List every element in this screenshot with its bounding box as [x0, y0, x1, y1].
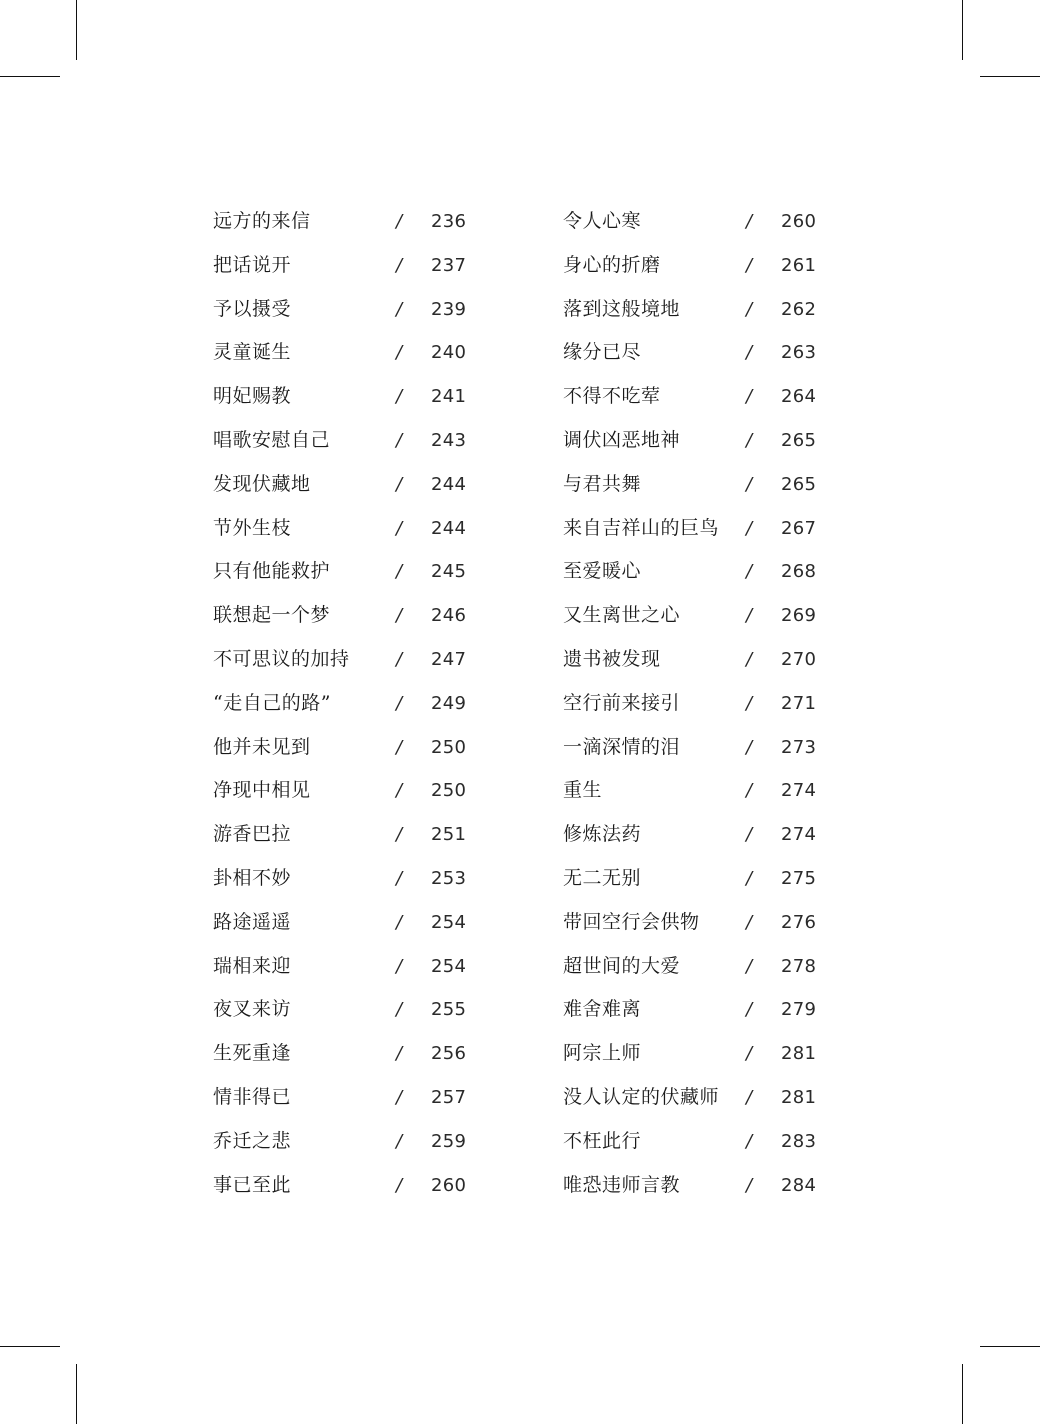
toc-entry-title: 情非得已: [213, 1085, 292, 1108]
toc-entry-page-number: 251: [431, 824, 467, 846]
toc-entry-separator: /: [396, 386, 403, 408]
toc-entry[interactable]: [563, 594, 823, 638]
toc-entry-page-number: 260: [781, 211, 817, 232]
toc-entry-title: 灵童诞生: [213, 341, 292, 364]
toc-entry-page-number: 244: [431, 517, 467, 539]
toc-entry-separator: /: [746, 605, 753, 627]
toc-entry-title: 缘分已尽: [563, 341, 642, 364]
toc-entry-separator: /: [396, 1086, 403, 1108]
toc-entry-page-number: 263: [781, 342, 817, 364]
toc-entry-separator: /: [396, 999, 403, 1021]
toc-entry-page-number: 245: [431, 561, 467, 583]
toc-entry-separator: /: [746, 692, 753, 714]
toc-entry-title: 不枉此行: [563, 1129, 642, 1152]
toc-entry[interactable]: [563, 375, 823, 419]
toc-entry-page-number: 249: [431, 692, 467, 714]
toc-entry-separator: /: [746, 1174, 753, 1196]
toc-entry-title: 空行前来接引: [563, 691, 681, 714]
toc-entry-title: 夜叉来访: [213, 998, 292, 1021]
toc-entry[interactable]: [563, 857, 823, 901]
toc-entry-title: 来自吉祥山的巨鸟: [563, 516, 720, 539]
toc-entry-title: 与君共舞: [563, 472, 642, 495]
toc-entry-separator: /: [396, 342, 403, 364]
toc-entry-separator: /: [746, 867, 753, 889]
toc-entry[interactable]: [213, 682, 473, 726]
toc-entry-page-number: 268: [781, 561, 817, 583]
toc-entry-page-number: 265: [781, 429, 817, 451]
crop-mark-bottom-right-horizontal: [980, 1346, 1040, 1347]
toc-entry-page-number: 265: [781, 473, 817, 495]
crop-mark-top-right-vertical: [962, 0, 963, 60]
toc-entry-title: 没人认定的伏藏师: [563, 1085, 720, 1108]
toc-entry-title: “走自己的路”: [213, 691, 331, 714]
toc-entry[interactable]: [213, 507, 473, 551]
toc-entry-page-number: 261: [781, 254, 817, 276]
toc-entry-title: 不得不吃荤: [563, 385, 661, 408]
toc-entry-title: 节外生枝: [213, 516, 292, 539]
toc-entry[interactable]: [563, 463, 823, 507]
toc-entry-title: 难舍难离: [563, 998, 642, 1021]
toc-entry[interactable]: [213, 945, 473, 989]
toc-entry-title: 联想起一个梦: [213, 604, 331, 627]
toc-entry[interactable]: [213, 594, 473, 638]
toc-entry-title: 调伏凶恶地神: [563, 428, 681, 451]
toc-entry-page-number: 243: [431, 429, 467, 451]
toc-entry-page-number: 270: [781, 648, 817, 670]
toc-entry[interactable]: [563, 244, 823, 288]
toc-entry[interactable]: [563, 813, 823, 857]
toc-entry-separator: /: [746, 211, 753, 232]
toc-entry-separator: /: [396, 517, 403, 539]
toc-entry-separator: /: [396, 692, 403, 714]
toc-entry-page-number: 241: [431, 386, 467, 408]
crop-mark-top-right-horizontal: [980, 76, 1040, 77]
toc-entry-page-number: 281: [781, 1043, 817, 1065]
toc-entry[interactable]: [563, 945, 823, 989]
toc-entry-separator: /: [396, 648, 403, 670]
toc-entry-separator: /: [396, 955, 403, 977]
toc-entry-page-number: 250: [431, 780, 467, 802]
toc-entry[interactable]: [213, 638, 473, 682]
toc-entry[interactable]: [563, 901, 823, 945]
toc-entry-page-number: 275: [781, 867, 817, 889]
crop-mark-bottom-left-vertical: [76, 1364, 77, 1424]
toc-entry-title: 唯恐违师言教: [563, 1173, 681, 1196]
toc-entry-page-number: 284: [781, 1174, 817, 1196]
toc-entry-page-number: 267: [781, 517, 817, 539]
toc-entry-separator: /: [396, 911, 403, 933]
toc-entry-page-number: 274: [781, 824, 817, 846]
toc-entry-title: 又生离世之心: [563, 604, 681, 627]
toc-entry-separator: /: [746, 473, 753, 495]
toc-entry-separator: /: [746, 955, 753, 977]
toc-entry-title: 卦相不妙: [213, 866, 292, 889]
toc-entry-title: 游香巴拉: [213, 823, 292, 846]
toc-entry-separator: /: [746, 1043, 753, 1065]
toc-entry[interactable]: [563, 1032, 823, 1076]
toc-left-column: [213, 200, 473, 1207]
toc-entry[interactable]: [213, 375, 473, 419]
toc-entry-page-number: 274: [781, 780, 817, 802]
toc-entry-page-number: 271: [781, 692, 817, 714]
toc-entry-title: 无二无别: [563, 866, 642, 889]
toc-entry[interactable]: [563, 988, 823, 1032]
toc-entry[interactable]: [563, 200, 823, 244]
toc-entry-page-number: 250: [431, 736, 467, 758]
toc-entry-title: 超世间的大爱: [563, 954, 681, 977]
toc-entry-title: 不可思议的加持: [213, 647, 350, 670]
toc-entry[interactable]: [213, 331, 473, 375]
toc-entry[interactable]: [213, 550, 473, 594]
toc-entry[interactable]: [563, 1120, 823, 1164]
toc-entry[interactable]: [213, 1076, 473, 1120]
toc-entry-title: 修炼法药: [563, 823, 642, 846]
toc-entry-title: 只有他能救护: [213, 560, 331, 583]
toc-entry[interactable]: [213, 901, 473, 945]
toc-entry[interactable]: [213, 200, 473, 244]
toc-entry-separator: /: [746, 298, 753, 320]
toc-entry-page-number: 236: [431, 211, 467, 232]
crop-mark-bottom-right-vertical: [962, 1364, 963, 1424]
toc-entry-page-number: 273: [781, 736, 817, 758]
toc-entry-title: 一滴深情的泪: [563, 735, 681, 758]
toc-entry-page-number: 276: [781, 911, 817, 933]
toc-entry-title: 令人心寒: [563, 210, 642, 232]
toc-entry-page-number: 278: [781, 955, 817, 977]
toc-entry-separator: /: [746, 999, 753, 1021]
toc-entry-separator: /: [746, 1086, 753, 1108]
toc-entry-page-number: 259: [431, 1130, 467, 1152]
toc-entry-title: 乔迁之悲: [213, 1129, 292, 1152]
toc-entry-title: 事已至此: [213, 1173, 292, 1196]
toc-entry-title: 他并未见到: [213, 735, 311, 758]
toc-entry[interactable]: [213, 244, 473, 288]
toc-entry[interactable]: [563, 331, 823, 375]
toc-entry-separator: /: [746, 911, 753, 933]
toc-entry-page-number: 254: [431, 911, 467, 933]
toc-entry-title: 阿宗上师: [563, 1042, 642, 1065]
toc-entry[interactable]: [213, 988, 473, 1032]
toc-entry-separator: /: [396, 254, 403, 276]
toc-entry[interactable]: [213, 813, 473, 857]
toc-entry[interactable]: [213, 1164, 473, 1208]
toc-entry-title: 遗书被发现: [563, 647, 661, 670]
toc-entry-title: 生死重逢: [213, 1042, 292, 1065]
toc-entry-page-number: 279: [781, 999, 817, 1021]
toc-entry-page-number: 239: [431, 298, 467, 320]
toc-entry-separator: /: [746, 386, 753, 408]
toc-entry-page-number: 269: [781, 605, 817, 627]
toc-right-column: [563, 200, 823, 1207]
toc-entry-separator: /: [746, 824, 753, 846]
toc-entry[interactable]: [213, 463, 473, 507]
toc-entry-title: 至爱暖心: [563, 560, 642, 583]
toc-entry-title: 带回空行会供物: [563, 910, 700, 933]
toc-entry-title: 唱歌安慰自己: [213, 428, 331, 451]
toc-entry-page-number: 256: [431, 1043, 467, 1065]
toc-entry-page-number: 237: [431, 254, 467, 276]
toc-entry[interactable]: [213, 857, 473, 901]
toc-entry[interactable]: [563, 550, 823, 594]
toc-entry-separator: /: [396, 298, 403, 320]
toc-entry-separator: /: [746, 1130, 753, 1152]
toc-entry-title: 净现中相见: [213, 779, 311, 802]
toc-entry-page-number: 240: [431, 342, 467, 364]
toc-entry[interactable]: [563, 769, 823, 813]
toc-entry-page-number: 253: [431, 867, 467, 889]
toc-entry-separator: /: [746, 648, 753, 670]
toc-entry-separator: /: [396, 1043, 403, 1065]
toc-entry-separator: /: [396, 429, 403, 451]
toc-entry-title: 把话说开: [213, 253, 292, 276]
toc-entry-title: 落到这般境地: [563, 297, 681, 320]
toc-entry-separator: /: [746, 517, 753, 539]
toc-entry-page-number: 246: [431, 605, 467, 627]
toc-entry[interactable]: [563, 507, 823, 551]
toc-entry-page-number: 260: [431, 1174, 467, 1196]
toc-entry-separator: /: [396, 561, 403, 583]
toc-entry-separator: /: [396, 211, 403, 232]
toc-entry[interactable]: [563, 638, 823, 682]
crop-mark-top-left-horizontal: [0, 76, 60, 77]
toc-entry-separator: /: [746, 780, 753, 802]
toc-entry-separator: /: [746, 561, 753, 583]
toc-entry-title: 身心的折磨: [563, 253, 661, 276]
toc-entry-title: 发现伏藏地: [213, 472, 311, 495]
toc-entry[interactable]: [213, 726, 473, 770]
toc-entry-title: 重生: [563, 779, 603, 802]
toc-entry-page-number: 281: [781, 1086, 817, 1108]
toc-entry-page-number: 262: [781, 298, 817, 320]
toc-entry-page-number: 254: [431, 955, 467, 977]
crop-mark-bottom-left-horizontal: [0, 1346, 60, 1347]
toc-entry-page-number: 264: [781, 386, 817, 408]
toc-entry-separator: /: [396, 780, 403, 802]
toc-entry-separator: /: [396, 824, 403, 846]
toc-entry-separator: /: [746, 342, 753, 364]
toc-entry-page-number: 255: [431, 999, 467, 1021]
toc-entry-title: 予以摄受: [213, 297, 292, 320]
toc-entry-title: 明妃赐教: [213, 385, 292, 408]
toc-entry[interactable]: [563, 682, 823, 726]
toc-entry[interactable]: [563, 1076, 823, 1120]
crop-mark-top-left-vertical: [76, 0, 77, 60]
toc-entry-separator: /: [396, 736, 403, 758]
toc-entry-page-number: 244: [431, 473, 467, 495]
toc-entry-title: 瑞相来迎: [213, 954, 292, 977]
toc-entry-separator: /: [746, 736, 753, 758]
toc-entry-separator: /: [396, 1130, 403, 1152]
toc-entry-separator: /: [396, 605, 403, 627]
toc-entry[interactable]: [213, 769, 473, 813]
toc-entry-title: 路途遥遥: [213, 910, 292, 933]
toc-entry-title: 远方的来信: [213, 210, 311, 232]
toc-entry[interactable]: [213, 1120, 473, 1164]
toc-entry-page-number: 257: [431, 1086, 467, 1108]
toc-entry[interactable]: [213, 1032, 473, 1076]
toc-entry[interactable]: [563, 1164, 823, 1208]
toc-entry[interactable]: [563, 726, 823, 770]
toc-entry-page-number: 283: [781, 1130, 817, 1152]
toc-entry[interactable]: [563, 288, 823, 332]
toc-entry-separator: /: [396, 1174, 403, 1196]
toc-entry-separator: /: [396, 867, 403, 889]
toc-entry[interactable]: [213, 288, 473, 332]
toc-entry[interactable]: [213, 419, 473, 463]
toc-entry-page-number: 247: [431, 648, 467, 670]
toc-entry-separator: /: [746, 429, 753, 451]
toc-entry-separator: /: [396, 473, 403, 495]
toc-entry-separator: /: [746, 254, 753, 276]
toc-entry[interactable]: [563, 419, 823, 463]
